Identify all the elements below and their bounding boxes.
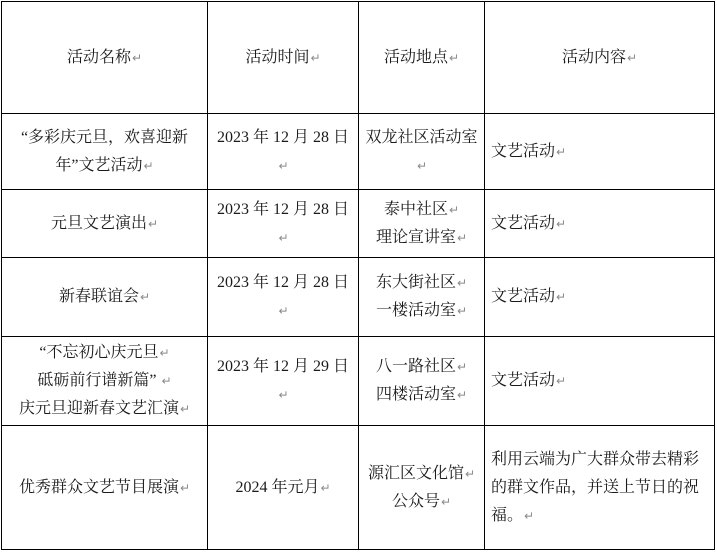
header-activity-time: 活动时间↵	[208, 2, 359, 114]
return-mark-icon: ↵	[456, 388, 468, 402]
return-mark-icon: ↵	[448, 202, 460, 217]
document-page	[0, 1, 717, 554]
cell-activity-content: 利用云端为广大群众带去精彩 的群文作品，并送上节日的祝 福。↵	[485, 426, 715, 550]
cell-activity-name: “多彩庆元旦，欢喜迎新 年”文艺活动↵	[2, 114, 208, 190]
return-mark-icon: ↵	[556, 374, 567, 388]
header-row	[2, 2, 715, 114]
return-mark-icon: ↵	[320, 480, 331, 495]
return-mark-icon: ↵	[139, 290, 151, 304]
cell-activity-place: 东大街社区↵ 一楼活动室↵	[359, 258, 485, 337]
return-mark-icon: ↵	[179, 402, 191, 416]
return-mark-icon: ↵	[161, 374, 172, 388]
return-mark-icon: ↵	[524, 508, 535, 523]
header-activity-name: 活动名称↵	[2, 2, 208, 114]
header-activity-place: 活动地点↵	[359, 2, 485, 114]
cell-activity-time: 2023 年 12 月 29 日↵	[208, 337, 359, 426]
cell-activity-name: 元旦文艺演出↵	[2, 190, 208, 258]
return-mark-icon: ↵	[464, 466, 476, 481]
return-mark-icon: ↵	[626, 50, 638, 65]
return-mark-icon: ↵	[556, 144, 567, 159]
return-mark-icon: ↵	[456, 276, 468, 290]
return-mark-icon: ↵	[159, 346, 170, 360]
return-mark-icon: ↵	[448, 50, 460, 65]
cell-activity-time: 2024 年元月↵	[208, 426, 359, 550]
cell-activity-place: 泰中社区↵ 理论宣讲室↵	[359, 190, 485, 258]
return-mark-icon: ↵	[456, 304, 468, 318]
cell-activity-name: 优秀群众文艺节目展演↵	[2, 426, 208, 550]
return-mark-icon: ↵	[278, 304, 289, 318]
cell-activity-place: 八一路社区↵ 四楼活动室↵	[359, 337, 485, 426]
return-mark-icon: ↵	[556, 290, 567, 304]
table-row	[2, 114, 715, 190]
return-mark-icon: ↵	[278, 388, 289, 402]
return-mark-icon: ↵	[456, 230, 468, 245]
cell-activity-content: 文艺活动↵	[485, 337, 715, 426]
return-mark-icon: ↵	[440, 494, 452, 509]
cell-activity-time: 2023 年 12 月 28 日↵	[208, 114, 359, 190]
cell-activity-content: 文艺活动↵	[485, 114, 715, 190]
cell-activity-place: 源汇区文化馆↵ 公众号↵	[359, 426, 485, 550]
return-mark-icon: ↵	[179, 480, 191, 495]
table-row	[2, 190, 715, 258]
table-row	[2, 258, 715, 337]
cell-activity-name: “不忘初心庆元旦↵ 砥砺前行谱新篇” ↵ 庆元旦迎新春文艺汇演↵	[2, 337, 208, 426]
table-row	[2, 426, 715, 550]
cell-activity-content: 文艺活动↵	[485, 190, 715, 258]
return-mark-icon: ↵	[147, 216, 159, 231]
return-mark-icon: ↵	[556, 216, 567, 231]
return-mark-icon: ↵	[416, 158, 428, 173]
return-mark-icon: ↵	[143, 158, 154, 173]
activity-schedule-table	[1, 1, 715, 550]
return-mark-icon: ↵	[131, 50, 143, 65]
cell-activity-time: 2023 年 12 月 28 日↵	[208, 258, 359, 337]
header-activity-content: 活动内容↵	[485, 2, 715, 114]
return-mark-icon: ↵	[278, 230, 289, 245]
cell-activity-content: 文艺活动↵	[485, 258, 715, 337]
table-row	[2, 337, 715, 426]
cell-activity-time: 2023 年 12 月 28 日↵	[208, 190, 359, 258]
return-mark-icon: ↵	[310, 50, 321, 65]
cell-activity-name: 新春联谊会↵	[2, 258, 208, 337]
cell-activity-place: 双龙社区活动室↵	[359, 114, 485, 190]
return-mark-icon: ↵	[456, 360, 468, 374]
return-mark-icon: ↵	[278, 158, 289, 173]
